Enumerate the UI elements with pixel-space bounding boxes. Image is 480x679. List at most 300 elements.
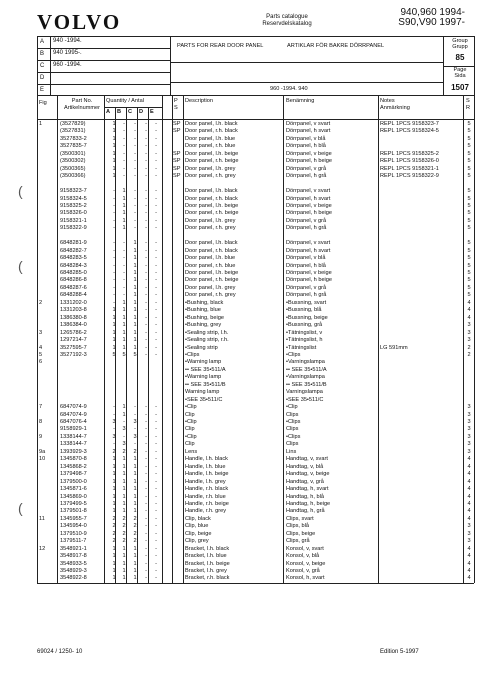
quantity-cell: 1	[133, 575, 137, 582]
benamning: Dörrpanel, h grå	[286, 292, 327, 299]
quantity-cell: -	[145, 165, 147, 172]
rule-line	[37, 36, 474, 37]
benamning: •Clips	[286, 433, 301, 440]
col-part: Part No. Artikelnummer	[63, 98, 101, 111]
sr-code: 4	[467, 500, 471, 507]
quantity-cell: 1	[112, 486, 116, 493]
benamning: Dörrpanel, v beige	[286, 202, 332, 209]
fig-number: 3	[39, 329, 43, 336]
quantity-cell: -	[145, 217, 147, 224]
quantity-cell: -	[134, 210, 136, 217]
quantity-cell: 1	[133, 314, 137, 321]
quantity-cell: -	[123, 150, 125, 157]
quantity-cell: 1	[133, 277, 137, 284]
rule-line	[50, 36, 51, 96]
quantity-cell: -	[145, 493, 147, 500]
sr-code: 4	[467, 471, 471, 478]
col-notes: Notes Anmärkning	[380, 98, 410, 111]
description: Clip	[185, 441, 195, 448]
part-number: (3500365)	[60, 165, 86, 172]
description: Door panel, l.h. beige	[185, 270, 239, 276]
quantity-cell: -	[155, 523, 157, 530]
description: Door panel, l.h. grey	[185, 165, 236, 172]
rule-line	[37, 36, 38, 96]
quantity-cell: -	[134, 411, 136, 418]
sr-code: 5	[467, 188, 471, 195]
benamning: Konsol, v, blå	[286, 553, 320, 560]
quantity-cell: -	[145, 523, 147, 530]
ps-code: SP	[173, 128, 181, 135]
quantity-cell: 1	[112, 493, 116, 500]
models-line-1: 940,960 1994-	[400, 7, 465, 18]
description: Bracket, l.h. blue	[185, 553, 227, 560]
quantity-cell: -	[113, 277, 115, 284]
benamning: •Bussning, beige	[286, 314, 328, 321]
benamning: Dörrpanel, v blå	[286, 255, 326, 262]
quantity-cell: 2	[112, 515, 116, 522]
benamning: Konsol, v, grå	[286, 568, 320, 574]
description: Door panel, r.h. beige	[185, 210, 239, 217]
quantity-cell: -	[145, 173, 147, 180]
part-number: 1386380-8	[60, 314, 87, 321]
table-row	[0, 224, 480, 232]
benamning: •Bussning, grå	[286, 322, 323, 329]
quantity-cell: -	[155, 299, 157, 306]
quantity-cell: 2	[122, 523, 126, 530]
benamning: Handtag, v, grå	[286, 478, 324, 485]
fig-number: 6	[39, 359, 43, 366]
col-ps: P S	[174, 98, 178, 111]
quantity-cell: 1	[112, 165, 116, 172]
quantity-cell: -	[134, 225, 136, 232]
sr-code: 3	[467, 411, 471, 418]
quantity-cell: -	[134, 195, 136, 202]
part-number: 1386384-0	[60, 322, 87, 329]
description: •Bushing, black	[185, 299, 224, 306]
sr-code: 5	[467, 173, 471, 180]
sr-code: 2	[467, 351, 471, 358]
quantity-cell: 1	[122, 486, 126, 493]
quantity-cell: -	[123, 240, 125, 247]
benamning: Clips, svart	[286, 515, 314, 522]
sr-code: 5	[467, 165, 471, 172]
quantity-cell: -	[145, 486, 147, 493]
part-number: 6848285-0	[60, 270, 87, 276]
quantity-cell: 2	[122, 538, 126, 545]
rule-line	[37, 48, 170, 49]
quantity-cell: -	[113, 270, 115, 276]
benamning: Dörrpanel, v blå	[286, 135, 326, 142]
quantity-cell: 1	[133, 456, 137, 463]
quantity-cell: 5	[133, 351, 137, 358]
quantity-cell: 1	[122, 210, 126, 217]
part-number: 9158323-7	[60, 188, 87, 195]
description: Door panel, r.h. beige	[185, 277, 239, 284]
benamning: Dörrpanel, v beige	[286, 270, 332, 276]
quantity-cell: 1	[133, 292, 137, 299]
quantity-cell: -	[145, 337, 147, 344]
quantity-cell: -	[134, 158, 136, 165]
quantity-cell: 3	[112, 419, 116, 425]
quantity-cell: -	[113, 404, 115, 411]
part-number: 3548921-1	[60, 545, 87, 552]
description: •Clip	[185, 433, 197, 440]
sr-code: 4	[467, 463, 471, 470]
sr-code: 5	[467, 195, 471, 202]
quantity-cell: -	[123, 255, 125, 262]
quantity-cell: -	[145, 530, 147, 537]
quantity-cell: -	[145, 255, 147, 262]
quantity-cell: 1	[122, 500, 126, 507]
quantity-cell: -	[155, 277, 157, 284]
rule-line	[170, 82, 443, 83]
quantity-cell: -	[155, 568, 157, 574]
sr-code: 5	[467, 225, 471, 232]
sr-code: 4	[467, 456, 471, 463]
quantity-cell: -	[145, 121, 147, 127]
sr-code: 5	[467, 247, 471, 254]
quantity-cell: 2	[122, 530, 126, 537]
notes: REPL 1PCS 9158326-0	[380, 158, 439, 165]
sr-code: 5	[467, 135, 471, 142]
quantity-cell: -	[155, 292, 157, 299]
sr-code: 4	[467, 515, 471, 522]
quantity-cell: -	[155, 419, 157, 425]
part-number: 3548933-5	[60, 560, 87, 567]
quantity-cell: -	[155, 553, 157, 560]
quantity-cell: 1	[133, 500, 137, 507]
rule-line	[104, 107, 162, 108]
sr-code: 4	[467, 575, 471, 582]
notes: REPL 1PCS 9158321-1	[380, 165, 439, 172]
quantity-cell: -	[113, 210, 115, 217]
description: Door panel, r.h. blue	[185, 143, 236, 150]
quantity-cell: -	[145, 351, 147, 358]
sr-code: 5	[467, 292, 471, 299]
notes: REPL 1PCS 9158325-2	[380, 150, 439, 157]
col-qty: Quantity / Antal	[106, 98, 144, 104]
quantity-cell: 1	[112, 568, 116, 574]
quantity-cell: 1	[112, 322, 116, 329]
part-number: 1265786-2	[60, 329, 87, 336]
quantity-cell: -	[155, 255, 157, 262]
part-number: 9158321-1	[60, 217, 87, 224]
quantity-cell: -	[155, 322, 157, 329]
quantity-cell: 1	[122, 560, 126, 567]
description: Door panel, r.h. grey	[185, 292, 236, 299]
description: Door panel, l.h. blue	[185, 255, 236, 262]
sr-code: 3	[467, 441, 471, 448]
benamning: •Clips	[286, 419, 301, 425]
sr-code: 5	[467, 240, 471, 247]
quantity-cell: -	[155, 247, 157, 254]
description: Handle, l.h. black	[185, 456, 228, 463]
quantity-cell: -	[123, 292, 125, 299]
quantity-cell: -	[123, 135, 125, 142]
part-number: 1345870-8	[60, 456, 87, 463]
variant-letter: A	[40, 39, 45, 45]
quantity-cell: -	[134, 188, 136, 195]
part-number: 6848283-5	[60, 255, 87, 262]
quantity-cell: 1	[112, 121, 116, 127]
description: •Bushing, blue	[185, 307, 221, 314]
quantity-cell: -	[145, 508, 147, 515]
sr-code: 2	[467, 344, 471, 351]
quantity-cell: -	[155, 515, 157, 522]
benamning: Clips	[286, 441, 299, 448]
benamning: Lins	[286, 448, 297, 455]
part-number: 3548929-3	[60, 568, 87, 574]
quantity-cell: 1	[122, 478, 126, 485]
benamning: Clips	[286, 426, 299, 433]
description: •Bushing, grey	[185, 322, 222, 329]
part-number: 9158929-1	[60, 426, 87, 433]
description: Handle, l.h. blue	[185, 463, 226, 470]
benamning: Dörrpanel, h svart	[286, 247, 331, 254]
part-number: 1379501-8	[60, 508, 87, 515]
description: Door panel, l.h. grey	[185, 217, 236, 224]
description: •Clip	[185, 404, 197, 411]
ps-code: SP	[173, 158, 181, 165]
description: Bracket, l.h. black	[185, 545, 230, 552]
quantity-cell: -	[155, 143, 157, 150]
description: •• SEE 35•511/A	[185, 366, 226, 373]
quantity-cell: -	[145, 441, 147, 448]
quantity-cell: 1	[133, 471, 137, 478]
description: Handle, r.h. grey	[185, 508, 227, 515]
benamning: Varningslampa	[286, 389, 323, 396]
benamning: •SEE 35•511/C	[286, 396, 324, 403]
page-number: 1507	[451, 83, 469, 92]
quantity-cell: 1	[122, 322, 126, 329]
benamning: •Clips	[286, 351, 301, 358]
part-number: (3500302)	[60, 158, 86, 165]
sr-code: 3	[467, 337, 471, 344]
quantity-cell: -	[155, 448, 157, 455]
quantity-cell: -	[155, 217, 157, 224]
rule-line	[37, 60, 170, 61]
benamning: Handtag, h, beige	[286, 500, 331, 507]
benamning: Dörrpanel, h svart	[286, 128, 331, 135]
sr-code: 4	[467, 553, 471, 560]
quantity-cell: -	[145, 329, 147, 336]
table-row	[0, 574, 480, 582]
quantity-cell: 1	[133, 545, 137, 552]
description: Bracket, l.h. grey	[185, 568, 227, 574]
quantity-cell: 1	[133, 478, 137, 485]
quantity-cell: 1	[112, 463, 116, 470]
quantity-cell: -	[113, 255, 115, 262]
quantity-cell: -	[134, 202, 136, 209]
quantity-cell: -	[145, 188, 147, 195]
quantity-cell: 2	[112, 523, 116, 530]
sr-code: 5	[467, 150, 471, 157]
fig-number: 5	[39, 351, 43, 358]
sr-code: 5	[467, 277, 471, 284]
description: Clip	[185, 411, 195, 418]
sr-code: 4	[467, 493, 471, 500]
notes: REPL 1PCS 9158324-5	[380, 128, 439, 135]
quantity-cell: 1	[112, 329, 116, 336]
benamning: Konsol, h, svart	[286, 575, 325, 582]
part-number: 1338144-7	[60, 433, 87, 440]
quantity-cell: -	[155, 486, 157, 493]
sr-code: 3	[467, 329, 471, 336]
quantity-cell: -	[113, 426, 115, 433]
quantity-cell: -	[113, 284, 115, 291]
quantity-cell: 1	[122, 195, 126, 202]
description: Clip, grey	[185, 538, 209, 545]
quantity-cell: -	[155, 545, 157, 552]
description: Clip, beige	[185, 530, 212, 537]
benamning: Dörrpanel, v svart	[286, 240, 331, 247]
quantity-cell: 1	[133, 568, 137, 574]
quantity-cell: -	[113, 292, 115, 299]
quantity-cell: -	[145, 158, 147, 165]
quantity-cell: 1	[133, 344, 137, 351]
description: Door panel, l.h. blue	[185, 135, 236, 142]
fig-number: 1	[39, 121, 43, 127]
quantity-cell: -	[145, 433, 147, 440]
quantity-cell: 2	[133, 530, 137, 537]
quantity-cell: -	[145, 568, 147, 574]
rule-line	[37, 583, 474, 584]
quantity-cell: -	[123, 128, 125, 135]
sr-code: 3	[467, 433, 471, 440]
quantity-cell: -	[113, 202, 115, 209]
fig-number: 7	[39, 404, 43, 411]
part-number: 9158325-2	[60, 202, 87, 209]
sr-code: 4	[467, 486, 471, 493]
quantity-cell: -	[113, 195, 115, 202]
quantity-cell: -	[145, 478, 147, 485]
ps-code: SP	[173, 173, 181, 180]
quantity-cell: 1	[133, 337, 137, 344]
quantity-cell: 1	[112, 150, 116, 157]
quantity-cell: -	[155, 456, 157, 463]
sr-code: 5	[467, 217, 471, 224]
sr-code: 5	[467, 143, 471, 150]
variant-letter: C	[40, 63, 45, 69]
quantity-cell: -	[155, 530, 157, 537]
description: Bracket, l.h. beige	[185, 560, 230, 567]
quantity-cell: -	[123, 173, 125, 180]
quantity-cell: -	[155, 270, 157, 276]
benamning: Clips	[286, 411, 299, 418]
quantity-cell: -	[145, 135, 147, 142]
benamning: Dörrpanel, h blå	[286, 143, 326, 150]
quantity-cell: -	[145, 292, 147, 299]
quantity-cell: 1	[112, 560, 116, 567]
quantity-cell: -	[113, 217, 115, 224]
quantity-cell: 1	[112, 307, 116, 314]
group-number: 85	[455, 53, 465, 62]
quantity-cell: -	[134, 121, 136, 127]
quantity-cell: 1	[122, 188, 126, 195]
sr-code: 3	[467, 448, 471, 455]
fig-number: 4	[39, 344, 43, 351]
benamning: •Bussning, svart	[286, 299, 327, 306]
quantity-cell: 1	[122, 299, 126, 306]
quantity-cell: -	[113, 240, 115, 247]
benamning: Handtag, v, blå	[286, 463, 324, 470]
quantity-cell: -	[123, 158, 125, 165]
quantity-cell: 2	[133, 515, 137, 522]
notes: LG 591mm	[380, 344, 408, 351]
quantity-cell: -	[145, 307, 147, 314]
benamning: Dörrpanel, v grå	[286, 165, 327, 172]
quantity-cell: -	[145, 270, 147, 276]
quantity-cell: -	[155, 575, 157, 582]
benamning: •Varningslampa	[286, 374, 325, 381]
quantity-cell: 1	[112, 508, 116, 515]
quantity-cell: -	[155, 337, 157, 344]
quantity-cell: -	[145, 210, 147, 217]
fig-number: 9	[39, 433, 43, 440]
part-number: 9158326-0	[60, 210, 87, 217]
part-number: 6848282-7	[60, 247, 87, 254]
benamning: Dörrpanel, v grå	[286, 217, 327, 224]
quantity-cell: 3	[122, 441, 126, 448]
quantity-cell: 1	[122, 337, 126, 344]
variant-text: 940 -1994.	[53, 38, 82, 44]
sr-code: 3	[467, 419, 471, 425]
description: Door panel, r.h. grey	[185, 173, 236, 180]
quantity-cell: -	[155, 262, 157, 269]
quantity-cell: -	[155, 441, 157, 448]
rule-line	[474, 36, 475, 96]
quantity-cell: 1	[112, 500, 116, 507]
quantity-cell: -	[113, 225, 115, 232]
description: Handle, r.h. beige	[185, 500, 229, 507]
quantity-cell: 1	[122, 344, 126, 351]
benamning: •Tätningslist, h	[286, 337, 323, 344]
quantity-cell: -	[123, 143, 125, 150]
quantity-cell: 1	[112, 575, 116, 582]
quantity-cell: -	[145, 515, 147, 522]
benamning: Handtag, v, svart	[286, 456, 328, 463]
quantity-cell: 1	[122, 404, 126, 411]
description: Clip	[185, 426, 195, 433]
col-sr: S R	[466, 98, 471, 111]
quantity-cell: -	[145, 150, 147, 157]
quantity-cell: 1	[112, 128, 116, 135]
description: Door panel, r.h. beige	[185, 158, 239, 165]
sr-code: 5	[467, 284, 471, 291]
quantity-cell: 1	[112, 314, 116, 321]
variant-text: 960 -1994.	[53, 62, 82, 68]
quantity-cell: -	[155, 195, 157, 202]
benamning: Dörrpanel, h beige	[286, 277, 333, 284]
part-number: 1393929-3	[60, 448, 87, 455]
benamning: Dörrpanel, h svart	[286, 195, 331, 202]
description: Door panel, r.h. blue	[185, 262, 236, 269]
quantity-cell: 1	[122, 508, 126, 515]
part-number: 6847074-9	[60, 404, 87, 411]
quantity-cell: 1	[133, 329, 137, 336]
sr-code: 5	[467, 270, 471, 276]
part-number: 6847074-9	[60, 411, 87, 418]
quantity-cell: -	[155, 225, 157, 232]
benamning: Dörrpanel, v grå	[286, 284, 327, 291]
benamning: Dörrpanel, v svart	[286, 121, 331, 127]
quantity-cell: 1	[122, 314, 126, 321]
quantity-cell: -	[145, 284, 147, 291]
part-number: (3527831)	[60, 128, 86, 135]
title-en: PARTS FOR REAR DOOR PANEL	[177, 43, 264, 49]
description: Door panel, r.h. black	[185, 195, 238, 202]
quantity-cell: -	[113, 411, 115, 418]
